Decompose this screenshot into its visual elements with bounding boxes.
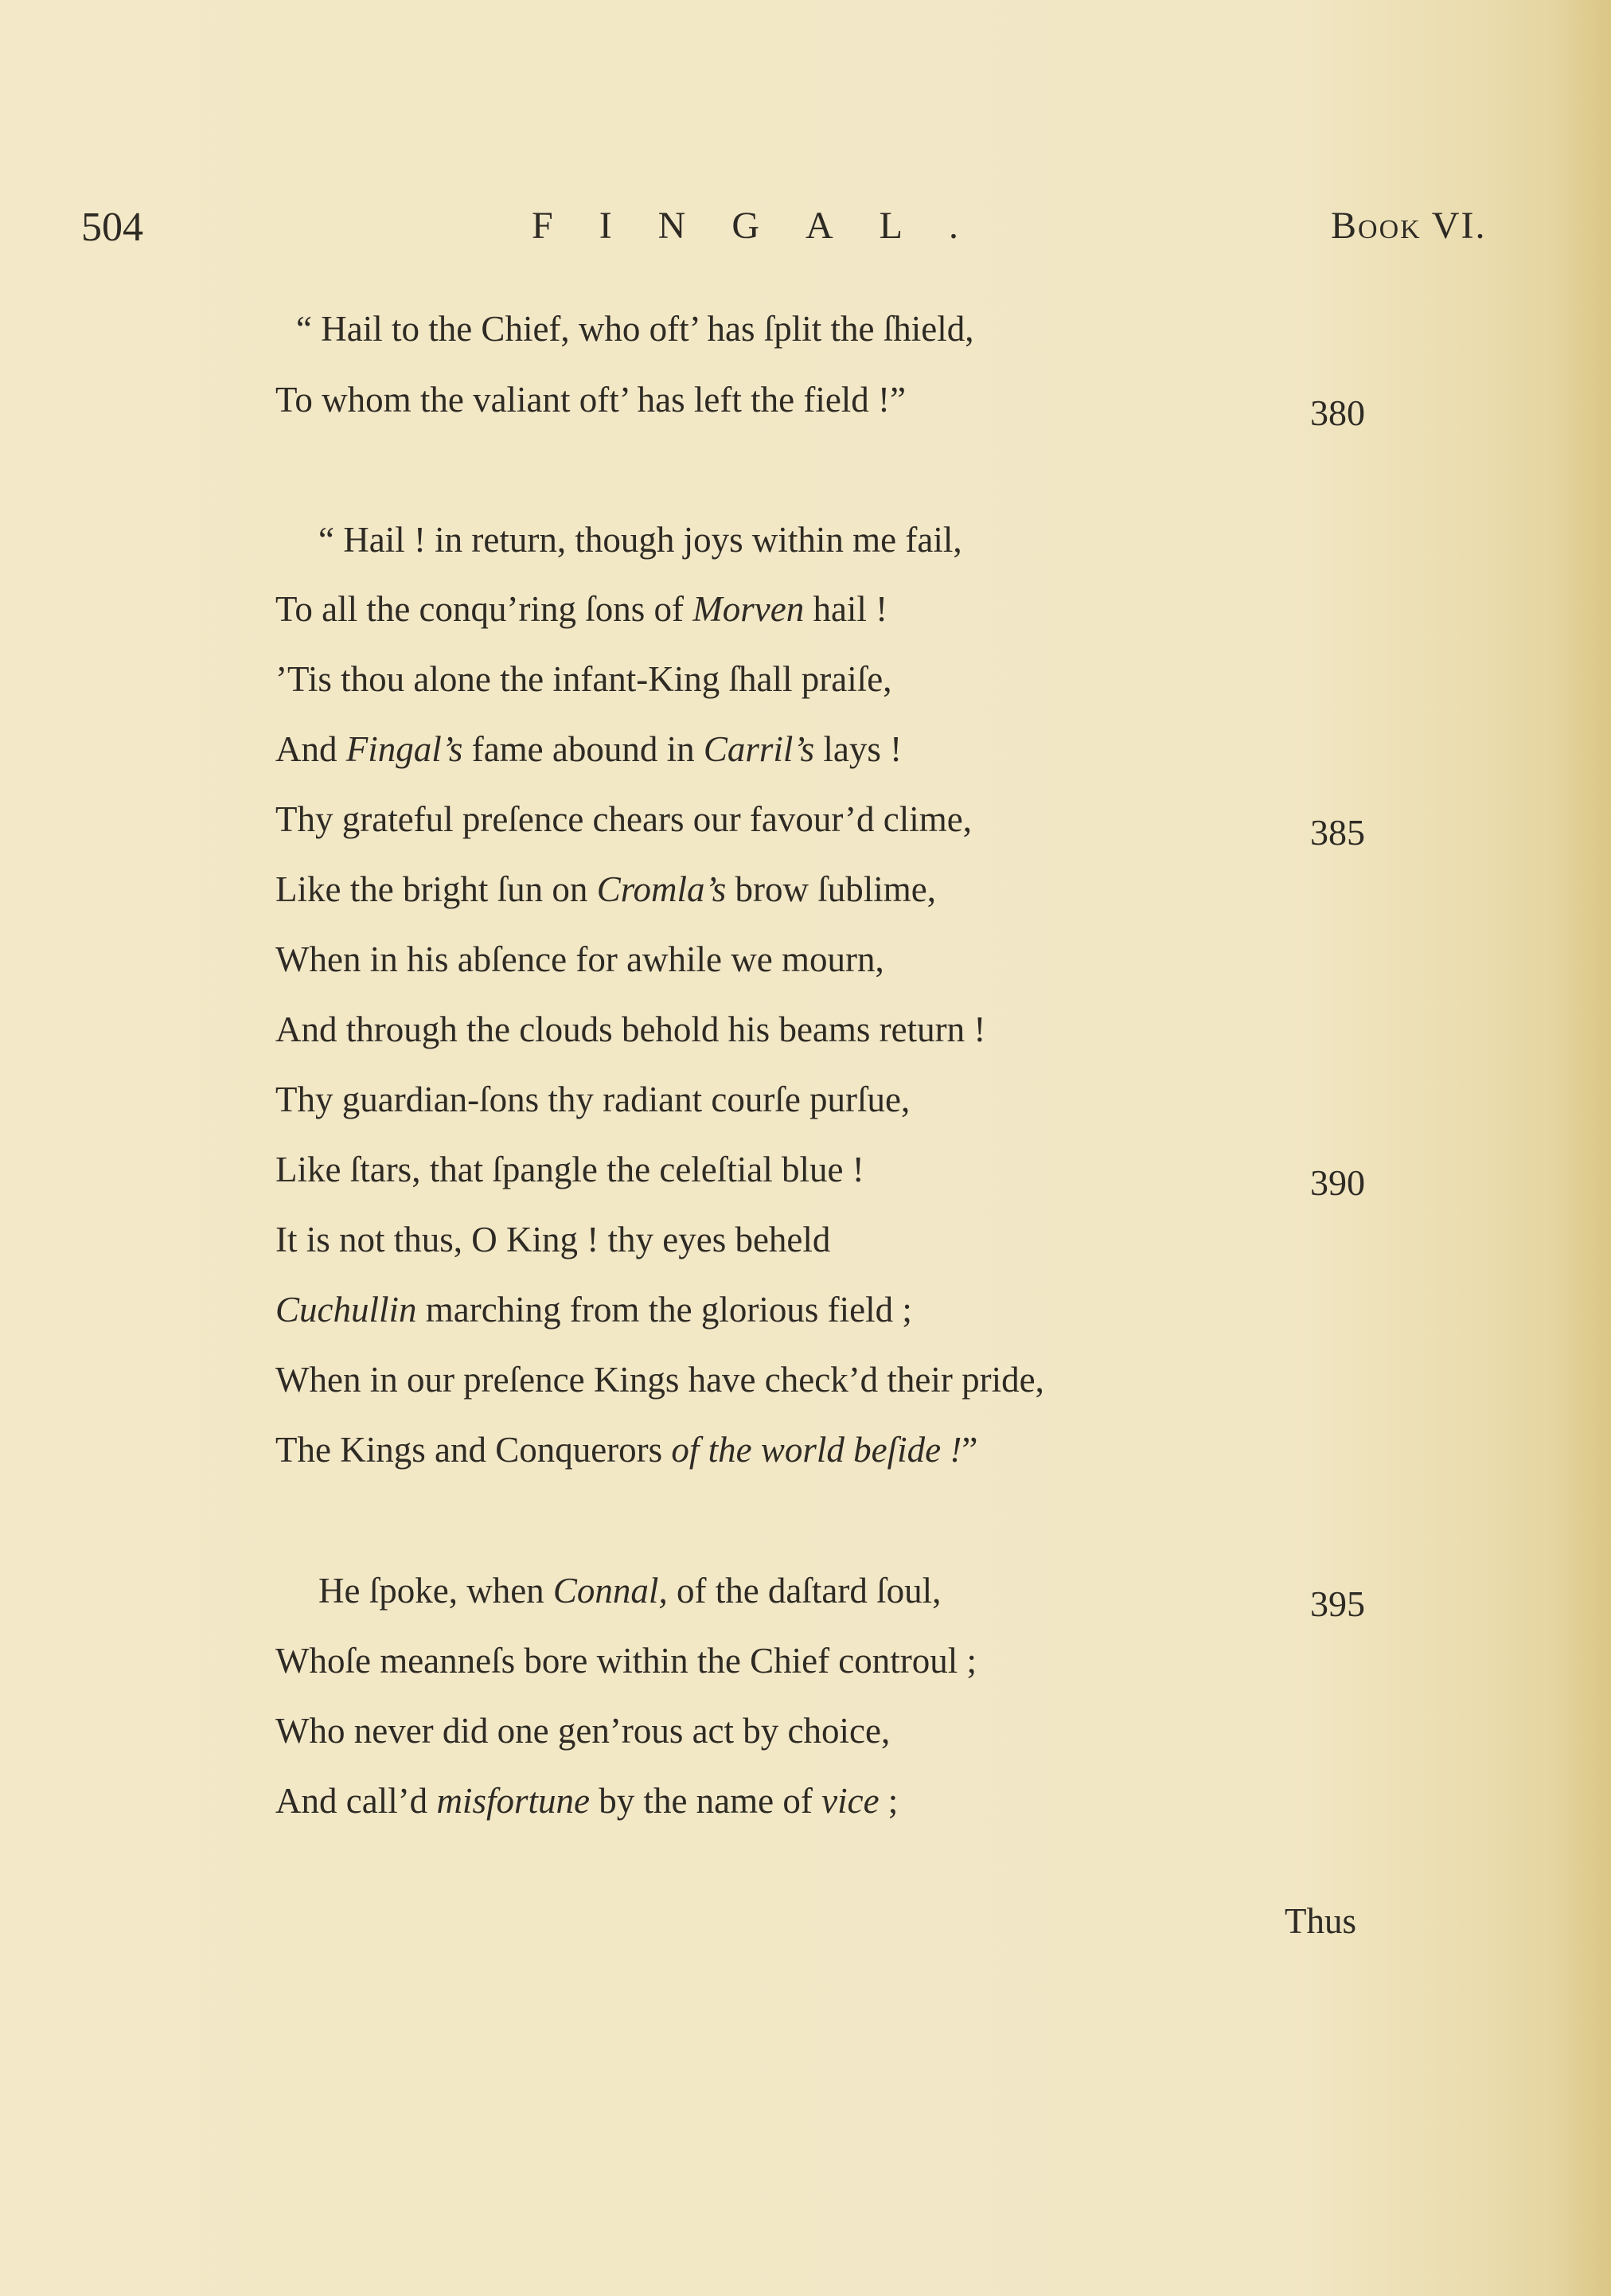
line-number: 385 [1310,812,1365,853]
line-text: ” [962,1430,978,1470]
line-text: Like ſtars, that ſpangle the celeſtial blue ! [275,1150,864,1189]
line-text: To all the conqu’ring ſons of [275,589,693,629]
poem-line [275,939,884,980]
line-text: Thy guardian-ſons thy radiant courſe purſue, [275,1080,911,1119]
line-text: of the daſtard ſoul, [667,1571,942,1611]
italic-text: Cuchullin [275,1290,417,1330]
poem-line [275,1640,977,1681]
poem-line [318,519,962,560]
italic-text: Connal, [552,1571,668,1611]
poem-line [275,728,902,770]
italic-text: Morven [692,589,805,629]
line-text: by the name of [589,1781,822,1821]
line-text: He ſpoke, when [318,1571,553,1611]
line-text: fame abound in [462,729,704,769]
running-header [0,204,1611,267]
italic-text: Carril’s [703,729,815,769]
poem-line [275,1359,1044,1400]
poem-line [275,658,891,700]
line-text: marching from the glorious field ; [416,1290,912,1330]
poem-line [275,379,906,420]
italic-text: vice [821,1781,880,1821]
line-number: 395 [1310,1583,1365,1624]
line-text: And call’d [275,1781,437,1821]
book-label: Book VI. [1331,205,1487,247]
line-text: hail ! [804,589,888,629]
poem-line [275,1149,864,1190]
running-title: FINGAL. [532,205,1004,247]
line-number: 380 [1310,392,1365,433]
line-text: And through the clouds behold his beams return ! [275,1009,986,1049]
italic-text: of the world beſide ! [671,1430,962,1470]
line-text: “ Hail ! in return, though joys within me fail, [318,520,962,560]
line-number: 390 [1310,1162,1365,1203]
line-text: When in our preſence Kings have check’d their pride, [275,1360,1044,1400]
line-text: When in his abſence for awhile we mourn, [275,939,884,979]
italic-text: Cromla’s [596,869,727,909]
line-text: ; [879,1781,899,1821]
line-text: To whom the valiant oft’ has left the field !” [275,380,907,420]
poem-line [275,1429,977,1470]
poem-line [275,1289,912,1330]
italic-text: misfortune [436,1781,590,1821]
poem-line [275,1710,890,1751]
italic-text: Fingal’s [345,729,463,769]
line-text: Like the bright ſun on [275,869,597,909]
poem-line [275,1219,830,1260]
line-text: And [275,729,346,769]
line-text: Who never did one gen’rous act by choice, [275,1711,891,1751]
poem-line [275,869,936,910]
line-text: Thy grateful preſence chears our favour’d clime, [275,799,972,839]
line-text: ’Tis thou alone the infant-King ſhall praiſe, [275,659,892,699]
line-text: It is not thus, O King ! thy eyes beheld [275,1220,831,1259]
poem-line [275,1780,898,1822]
page-number: 504 [81,205,143,250]
catchword: Thus [1285,1901,1356,1941]
line-text: “ Hail to the Chief, who oft’ has ſplit the ſhield, [296,309,974,349]
poem-line [275,588,887,630]
line-text: Whoſe meanneſs bore within the Chief controul ; [275,1641,977,1681]
page-edge-shading [1555,0,1611,2296]
poem-line [275,799,972,840]
line-text: lays ! [814,729,903,769]
poem-line [275,1009,985,1050]
poem-line [318,1570,941,1611]
poem-line [296,308,973,349]
line-text: The Kings and Conquerors [275,1430,672,1470]
line-text: brow ſublime, [726,869,936,909]
poem-line [275,1079,910,1120]
